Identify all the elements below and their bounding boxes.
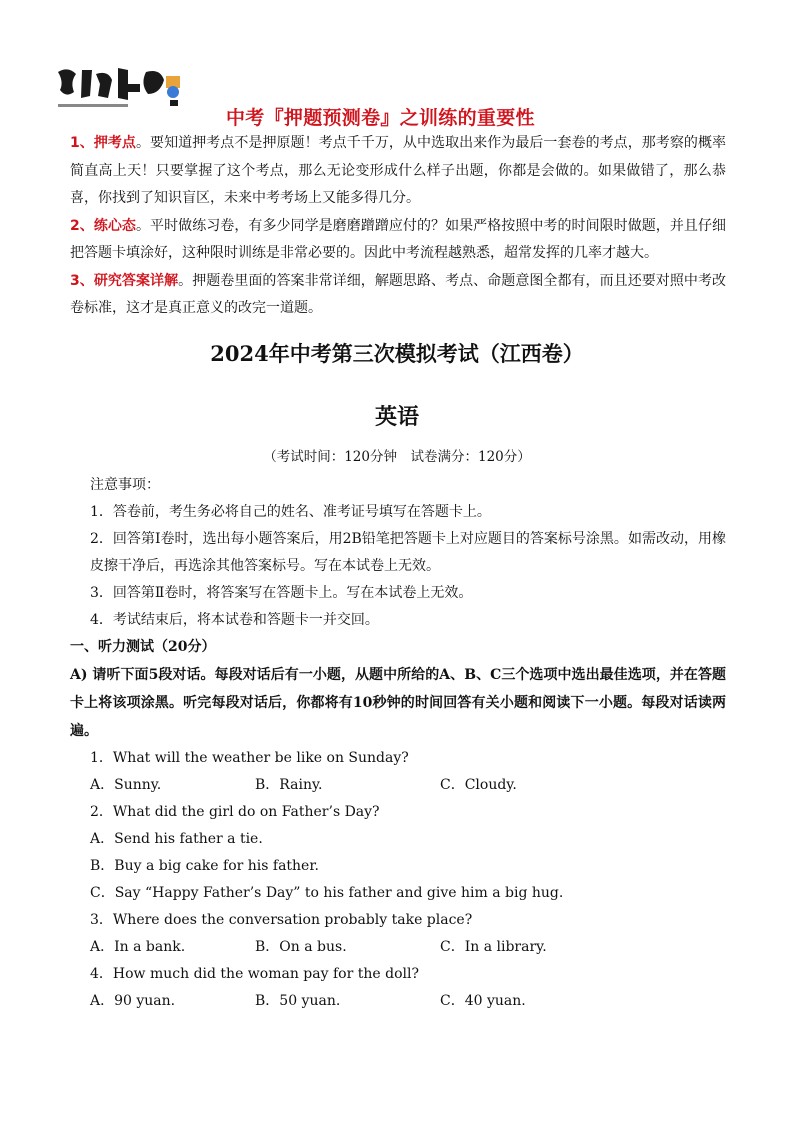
section-title: 一、听力测试（20分） bbox=[70, 639, 216, 655]
question-3: 3．Where does the conversation probably take place? bbox=[90, 912, 473, 928]
logo-image bbox=[52, 62, 202, 114]
notes-title: 注意事项： bbox=[90, 477, 160, 493]
section-a-instructions: A) 请听下面5段对话。每段对话后有一小题，从题中所给的A、B、C三个选项中选出最佳选项，并在答题卡上将该项涂黑。听完每段对话后，你都将有10秒钟的时间回答有关小题和阅读下一小题。每段对话读两遍。 bbox=[70, 667, 726, 739]
tips-section bbox=[70, 130, 726, 323]
question-4: 4．How much did the woman pay for the doll? bbox=[90, 966, 419, 982]
question-1: 1．What will the weather be like on Sunday? bbox=[90, 750, 409, 766]
option-c: C．Say “Happy Father’s Day” to his father and give him a big hug. bbox=[90, 885, 564, 901]
note-item: 2．回答第Ⅰ卷时，选出每小题答案后，用2B铅笔把答题卡上对应题目的答案标号涂黑。如需改动，用橡皮擦干净后，再选涂其他答案标号。写在本试卷上无效。 bbox=[90, 531, 726, 574]
option-a: A．Send his father a tie. bbox=[90, 831, 263, 847]
option-b: B．Buy a big cake for his father. bbox=[90, 858, 319, 874]
note-item: 4．考试结束后，将本试卷和答题卡一并交回。 bbox=[90, 612, 379, 628]
option-b: B．Rainy. bbox=[255, 777, 323, 793]
tip-item: 3、研究答案详解。押题卷里面的答案非常详细，解题思路、考点、命题意图全都有，而且还要对照中考改卷标准，这才是真正意义的改完一道题。 bbox=[70, 272, 726, 316]
option-a: A．90 yuan. bbox=[90, 993, 176, 1009]
options-row bbox=[70, 934, 726, 961]
options-row bbox=[70, 772, 726, 799]
note-item: 1．答卷前，考生务必将自己的姓名、准考证号填写在答题卡上。 bbox=[90, 504, 491, 520]
note-item: 3．回答第Ⅱ卷时，将答案写在答题卡上。写在本试卷上无效。 bbox=[90, 585, 473, 601]
option-a: A．Sunny. bbox=[90, 777, 162, 793]
options-row bbox=[70, 988, 726, 1015]
question-2: 2．What did the girl do on Father’s Day? bbox=[90, 804, 380, 820]
option-c: C．In a library. bbox=[440, 939, 547, 955]
option-b: B．On a bus. bbox=[255, 939, 347, 955]
tip-item: 1、押考点。要知道押考点不是押原题！考点千千万，从中选取出来作为最后一套卷的考点，那考察的概率简直高上天！只要掌握了这个考点，那么无论变形成什么样子出题，你都是会做的。如果做错了，那么恭喜，你找到了知识盲区，未来中考考场上又能多得几分。 bbox=[70, 135, 727, 206]
subject-title: 英语 bbox=[374, 404, 419, 430]
exam-body bbox=[70, 472, 726, 1015]
option-c: C．Cloudy. bbox=[440, 777, 517, 793]
option-b: B．50 yuan. bbox=[255, 993, 341, 1009]
option-c: C．40 yuan. bbox=[440, 993, 526, 1009]
tip-item: 2、练心态。平时做练习卷，有多少同学是磨磨蹭蹭应付的？如果严格按照中考的时间限时做题，并且仔细把答题卡填涂好，这种限时训练是非常必要的。因此中考流程越熟悉，超常发挥的几率才越大。 bbox=[70, 217, 727, 261]
exam-info: （考试时间：120分钟 试卷满分：120分） bbox=[263, 449, 531, 465]
banner-title: 中考『押题预测卷』之训练的重要性 bbox=[226, 107, 535, 129]
option-a: A．In a bank. bbox=[90, 939, 186, 955]
exam-title: 2024年中考第三次模拟考试（江西卷） bbox=[210, 341, 584, 366]
